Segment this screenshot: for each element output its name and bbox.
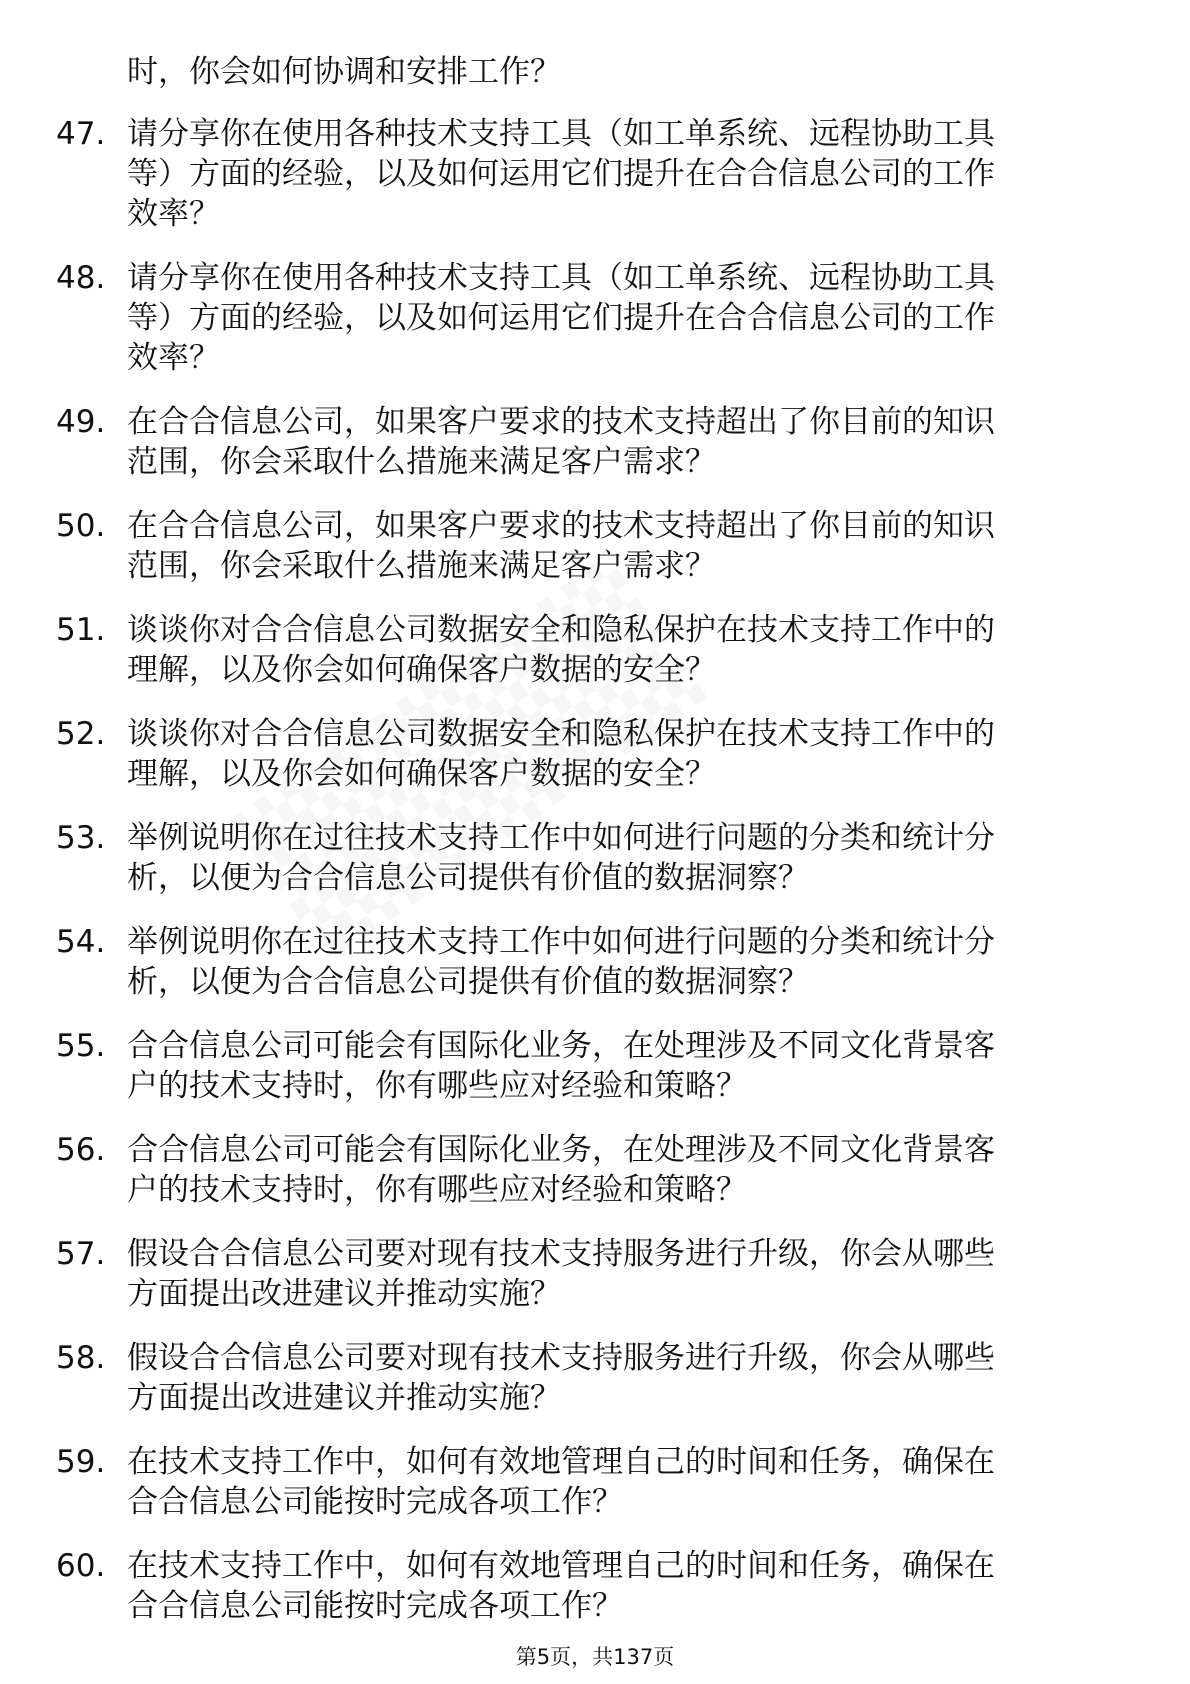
question-line: 在合合信息公司，如果客户要求的技术支持超出了你目前的知识: [127, 404, 995, 440]
question-item: [0, 610, 1190, 698]
question-line: 谈谈你对合合信息公司数据安全和隐私保护在技术支持工作中的: [127, 716, 995, 752]
question-text: [127, 258, 1127, 378]
page-number-footer: 第5页，共137页: [515, 1645, 675, 1669]
question-number: 59.: [56, 1444, 106, 1480]
question-line: 在技术支持工作中，如何有效地管理自己的时间和任务，确保在: [127, 1444, 995, 1480]
question-item: [0, 402, 1190, 490]
question-item: [0, 1442, 1190, 1530]
question-line: 效率？: [127, 196, 220, 232]
question-text: [127, 402, 1127, 482]
question-number: 60.: [56, 1548, 106, 1584]
question-text: [127, 1442, 1127, 1522]
question-item: [0, 714, 1190, 802]
question-line: 在技术支持工作中，如何有效地管理自己的时间和任务，确保在: [127, 1548, 995, 1584]
continuation-text: 时，你会如何协调和安排工作？: [127, 54, 561, 90]
question-line: 范围，你会采取什么措施来满足客户需求？: [127, 548, 716, 584]
question-text: [127, 922, 1127, 1002]
question-text: [127, 506, 1127, 586]
question-line: 等）方面的经验，以及如何运用它们提升在合合信息公司的工作: [127, 300, 995, 336]
question-number: 50.: [56, 508, 106, 544]
question-text: [127, 114, 1127, 234]
question-line: 户的技术支持时，你有哪些应对经验和策略？: [127, 1068, 747, 1104]
question-line: 等）方面的经验，以及如何运用它们提升在合合信息公司的工作: [127, 156, 995, 192]
question-line: 在合合信息公司，如果客户要求的技术支持超出了你目前的知识: [127, 508, 995, 544]
question-line: 方面提出改进建议并推动实施？: [127, 1380, 561, 1416]
question-line: 请分享你在使用各种技术支持工具（如工单系统、远程协助工具: [127, 260, 995, 296]
question-text: [127, 1234, 1127, 1314]
question-number: 47.: [56, 116, 106, 152]
question-number: 53.: [56, 820, 106, 856]
question-number: 56.: [56, 1132, 106, 1168]
question-item: [0, 1338, 1190, 1426]
question-line: 举例说明你在过往技术支持工作中如何进行问题的分类和统计分: [127, 924, 995, 960]
question-line: 请分享你在使用各种技术支持工具（如工单系统、远程协助工具: [127, 116, 995, 152]
question-item: [0, 1026, 1190, 1114]
question-item: [0, 1546, 1190, 1634]
question-line: 合合信息公司能按时完成各项工作？: [127, 1588, 623, 1624]
question-number: 55.: [56, 1028, 106, 1064]
question-line: 效率？: [127, 340, 220, 376]
question-text: [127, 1130, 1127, 1210]
question-item: [0, 1234, 1190, 1322]
question-text: [127, 818, 1127, 898]
question-text: [127, 610, 1127, 690]
question-text: [127, 1026, 1127, 1106]
question-number: 51.: [56, 612, 106, 648]
question-number: 58.: [56, 1340, 106, 1376]
question-item: [0, 922, 1190, 1010]
question-number: 54.: [56, 924, 106, 960]
question-item: [0, 258, 1190, 386]
question-number: 57.: [56, 1236, 106, 1272]
question-item: [0, 1130, 1190, 1218]
question-number: 52.: [56, 716, 106, 752]
question-line: 合合信息公司可能会有国际化业务，在处理涉及不同文化背景客: [127, 1132, 995, 1168]
question-item: [0, 114, 1190, 242]
question-item: [0, 506, 1190, 594]
question-text: [127, 1338, 1127, 1418]
question-line: 假设合合信息公司要对现有技术支持服务进行升级，你会从哪些: [127, 1236, 995, 1272]
question-line: 户的技术支持时，你有哪些应对经验和策略？: [127, 1172, 747, 1208]
question-line: 谈谈你对合合信息公司数据安全和隐私保护在技术支持工作中的: [127, 612, 995, 648]
question-item: [0, 818, 1190, 906]
question-line: 范围，你会采取什么措施来满足客户需求？: [127, 444, 716, 480]
question-list: [0, 114, 1190, 1650]
question-line: 理解，以及你会如何确保客户数据的安全？: [127, 756, 716, 792]
question-line: 合合信息公司可能会有国际化业务，在处理涉及不同文化背景客: [127, 1028, 995, 1064]
question-line: 理解，以及你会如何确保客户数据的安全？: [127, 652, 716, 688]
question-line: 析，以便为合合信息公司提供有价值的数据洞察？: [127, 964, 809, 1000]
question-text: [127, 1546, 1127, 1626]
question-number: 49.: [56, 404, 106, 440]
question-line: 析，以便为合合信息公司提供有价值的数据洞察？: [127, 860, 809, 896]
question-number: 48.: [56, 260, 106, 296]
question-text: [127, 714, 1127, 794]
question-line: 合合信息公司能按时完成各项工作？: [127, 1484, 623, 1520]
question-line: 假设合合信息公司要对现有技术支持服务进行升级，你会从哪些: [127, 1340, 995, 1376]
question-line: 方面提出改进建议并推动实施？: [127, 1276, 561, 1312]
question-line: 举例说明你在过往技术支持工作中如何进行问题的分类和统计分: [127, 820, 995, 856]
